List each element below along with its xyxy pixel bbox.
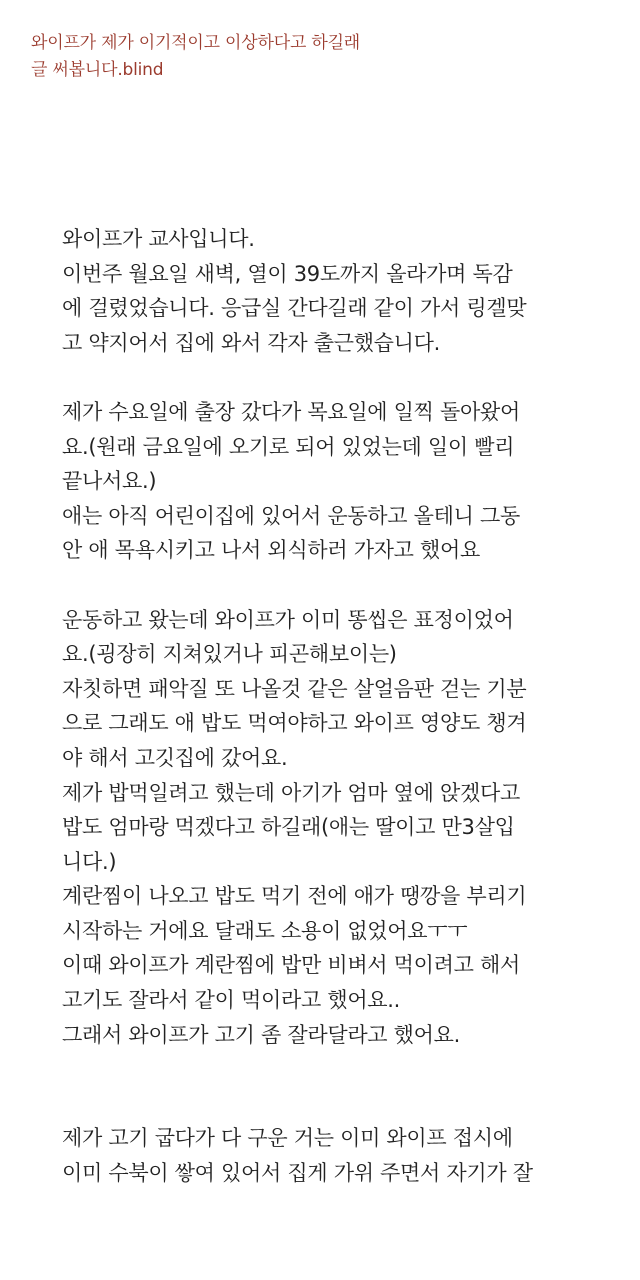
body-text-line: 자칫하면 패악질 또 나올것 같은 살얼음판 걷는 기분 <box>62 676 527 701</box>
body-text-line: 고기도 잘라서 같이 먹이라고 했어요.. <box>62 988 401 1013</box>
body-text-line: 니다.) <box>62 849 117 874</box>
blank-line <box>62 1087 622 1122</box>
body-text-line: 밥도 엄마랑 먹겠다고 하길래(애는 딸이고 만3살입 <box>62 815 515 840</box>
body-text-line: 요.(원래 금요일에 오기로 되어 있었는데 일이 빨리 <box>62 434 515 459</box>
body-text-line: 제가 수요일에 출장 갔다가 목요일에 일찍 돌아왔어 <box>62 399 520 424</box>
body-text-line: 이미 수북이 쌓여 있어서 집게 가위 주면서 자기가 잘 <box>62 1161 533 1186</box>
post-title-line-2: 글 써봅니다.blind <box>31 60 164 80</box>
post-title <box>31 30 611 84</box>
body-text-line: 이번주 월요일 새벽, 열이 39도까지 올라가며 독감 <box>62 261 513 286</box>
body-text-line: 끝나서요.) <box>62 469 157 494</box>
blank-line <box>62 568 622 603</box>
body-text-line: 고 약지어서 집에 와서 각자 출근했습니다. <box>62 330 441 355</box>
body-text-line: 에 걸렸었습니다. 응급실 간다길래 같이 가서 링겔맞 <box>62 296 527 321</box>
body-text-line: 계란찜이 나오고 밥도 먹기 전에 애가 땡깡을 부리기 <box>62 884 527 909</box>
body-text-line: 운동하고 왔는데 와이프가 이미 똥씹은 표정이었어 <box>62 607 514 632</box>
body-text-line: 야 해서 고깃집에 갔어요. <box>62 745 288 770</box>
body-text-line: 제가 고기 굽다가 다 구운 거는 이미 와이프 접시에 <box>62 1126 513 1151</box>
body-text-line: 제가 밥먹일려고 했는데 아기가 엄마 옆에 앉겠다고 <box>62 780 520 805</box>
body-text-line: 그래서 와이프가 고기 좀 잘라달라고 했어요. <box>62 1022 460 1047</box>
body-text-line: 애는 아직 어린이집에 있어서 운동하고 올테니 그동 <box>62 503 520 528</box>
blank-line <box>62 1052 622 1087</box>
body-text-line: 이때 와이프가 계란찜에 밥만 비벼서 먹이려고 해서 <box>62 953 520 978</box>
body-text-line: 시작하는 거에요 달래도 소용이 없었어요ㅜㅜ <box>62 918 468 943</box>
post-body <box>62 222 622 1191</box>
body-text-line: 으로 그래도 애 밥도 먹여야하고 와이프 영양도 챙겨 <box>62 711 527 736</box>
body-text-line: 요.(굉장히 지쳐있거나 피곤해보이는) <box>62 642 397 667</box>
body-text-line: 안 애 목욕시키고 나서 외식하러 가자고 했어요 <box>62 538 480 563</box>
post-title-line-1: 와이프가 제가 이기적이고 이상하다고 하길래 <box>31 33 361 53</box>
blank-line <box>62 360 622 395</box>
body-text-line: 와이프가 교사입니다. <box>62 227 255 251</box>
